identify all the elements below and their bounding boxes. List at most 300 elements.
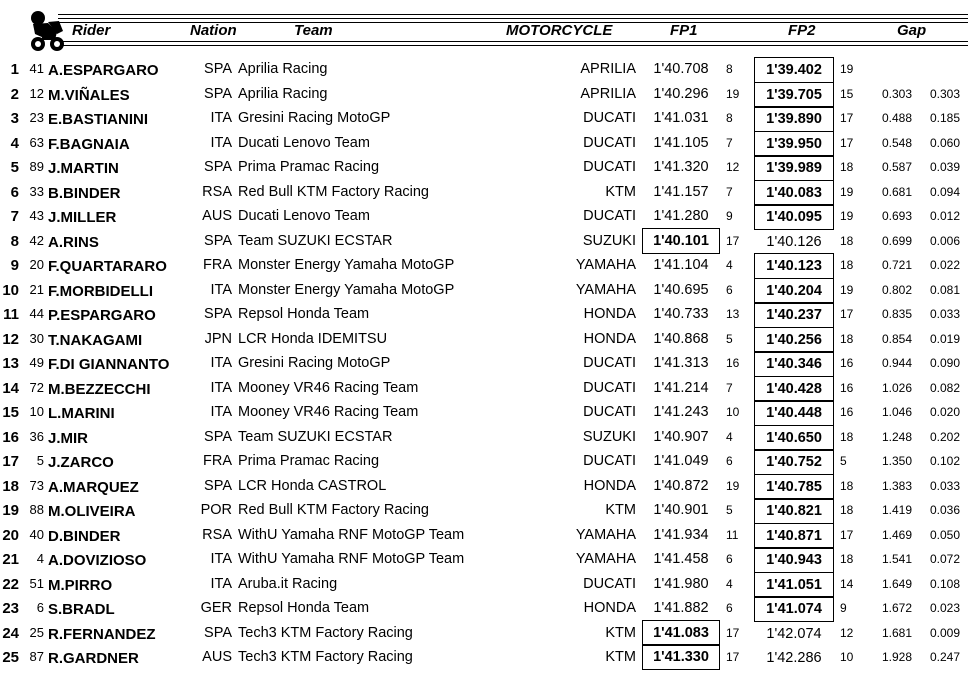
team-cell: Aprilia Racing xyxy=(238,61,328,77)
fp2-time-cell: 1'39.890 xyxy=(754,107,834,131)
rider-name-cell: M.VIÑALES xyxy=(48,86,130,104)
fp1-laps-cell: 19 xyxy=(726,478,740,493)
fp1-laps-cell: 4 xyxy=(726,258,733,272)
motorcycle-cell: YAMAHA xyxy=(575,526,636,543)
rider-name-cell: E.BASTIANINI xyxy=(48,111,149,128)
fp1-laps-cell: 12 xyxy=(726,160,740,174)
team-cell: Red Bull KTM Factory Racing xyxy=(238,183,429,200)
nation-cell: SPA xyxy=(204,428,232,445)
fp1-laps-cell: 6 xyxy=(726,552,733,566)
position-cell: 3 xyxy=(10,110,19,127)
gap-to-previous-cell: 0.060 xyxy=(929,135,960,150)
fp2-time-cell: 1'40.256 xyxy=(754,328,834,352)
gap-to-first-cell: 0.721 xyxy=(881,258,912,272)
nation-cell: ITA xyxy=(210,355,232,371)
position-cell: 1 xyxy=(10,61,19,78)
fp1-laps-cell: 17 xyxy=(726,625,740,640)
fp2-time-cell: 1'40.650 xyxy=(754,426,834,450)
fp1-time-cell: 1'41.031 xyxy=(653,110,709,126)
gap-to-previous-cell: 0.202 xyxy=(929,429,960,444)
nation-cell: ITA xyxy=(210,551,232,567)
fp1-laps-cell: 19 xyxy=(726,86,740,101)
bike-number-cell: 44 xyxy=(29,306,44,321)
fp2-laps-cell: 16 xyxy=(840,356,854,370)
motorcycle-cell: YAMAHA xyxy=(575,257,636,273)
rider-name-cell: T.NAKAGAMI xyxy=(48,331,143,349)
fp2-laps-cell: 16 xyxy=(840,405,854,419)
bike-number-cell: 30 xyxy=(29,330,44,346)
rider-name-cell: J.MILLER xyxy=(48,209,117,226)
rider-name-cell: D.BINDER xyxy=(48,527,121,545)
header-motorcycle: MOTORCYCLE xyxy=(506,22,613,39)
rider-name-cell: L.MARINI xyxy=(48,405,115,422)
nation-cell: SPA xyxy=(204,159,232,175)
rider-name-cell: A.MARQUEZ xyxy=(48,478,139,496)
nation-cell: RSA xyxy=(202,183,232,200)
fp1-time-cell: 1'40.296 xyxy=(653,85,709,102)
table-row xyxy=(0,376,972,400)
position-cell: 17 xyxy=(2,453,19,470)
fp2-laps-cell: 18 xyxy=(840,478,854,493)
fp1-time-cell: 1'40.695 xyxy=(653,281,709,298)
rider-name-cell: F.BAGNAIA xyxy=(48,135,130,153)
fp2-time-cell: 1'40.821 xyxy=(754,499,834,523)
rider-name-cell: M.OLIVEIRA xyxy=(48,503,136,520)
bike-number-cell: 10 xyxy=(29,404,44,419)
gap-to-previous-cell: 0.072 xyxy=(929,552,960,566)
nation-cell: ITA xyxy=(210,110,232,126)
gap-to-first-cell: 0.699 xyxy=(881,233,912,248)
fp2-laps-cell: 17 xyxy=(840,111,854,125)
table-row xyxy=(0,82,972,106)
rider-name-cell: A.RINS xyxy=(48,233,99,251)
fp2-time-cell: 1'40.448 xyxy=(754,401,834,425)
gap-to-previous-cell: 0.094 xyxy=(929,184,960,199)
team-cell: Monster Energy Yamaha MotoGP xyxy=(238,281,455,298)
rider-name-cell: A.DOVIZIOSO xyxy=(48,552,147,569)
bike-number-cell: 5 xyxy=(36,453,44,468)
fp1-laps-cell: 7 xyxy=(726,184,733,199)
rider-name-cell: P.ESPARGARO xyxy=(48,307,156,324)
header-nation: Nation xyxy=(190,22,237,39)
rider-name-cell: A.ESPARGARO xyxy=(48,62,159,79)
team-cell: Ducati Lenovo Team xyxy=(238,134,370,151)
rider-name-cell: F.DI GIANNANTO xyxy=(48,356,170,373)
fp2-laps-cell: 17 xyxy=(840,307,854,321)
fp1-time-cell: 1'41.980 xyxy=(653,575,709,592)
gap-to-first-cell: 1.672 xyxy=(881,601,912,615)
fp2-laps-cell: 19 xyxy=(840,184,854,199)
team-cell: Gresini Racing MotoGP xyxy=(238,355,391,371)
motorcycle-cell: DUCATI xyxy=(583,453,636,469)
fp2-time-cell: 1'40.083 xyxy=(754,181,834,205)
team-cell: Tech3 KTM Factory Racing xyxy=(238,624,413,641)
bike-number-cell: 72 xyxy=(29,379,44,395)
motorcycle-cell: DUCATI xyxy=(583,159,636,175)
team-cell: Prima Pramac Racing xyxy=(238,159,380,175)
bike-number-cell: 87 xyxy=(29,649,44,664)
table-row xyxy=(0,302,972,326)
fp2-time-cell: 1'40.943 xyxy=(754,548,834,572)
fp2-time-cell: 1'40.428 xyxy=(754,377,834,401)
fp2-laps-cell: 18 xyxy=(840,429,854,444)
fp1-time-cell: 1'40.708 xyxy=(653,61,709,77)
fp2-time-cell: 1'42.074 xyxy=(766,625,822,642)
fp1-laps-cell: 17 xyxy=(726,650,740,664)
fp2-time-cell: 1'39.705 xyxy=(754,83,834,107)
nation-cell: JPN xyxy=(204,330,232,347)
header-rider: Rider xyxy=(72,22,111,39)
nation-cell: RSA xyxy=(202,526,232,543)
position-cell: 2 xyxy=(10,85,19,103)
fp1-time-cell: 1'40.907 xyxy=(653,428,709,445)
position-cell: 11 xyxy=(3,306,19,323)
motorcycle-cell: HONDA xyxy=(583,477,636,494)
gap-to-first-cell: 0.693 xyxy=(881,209,912,223)
gap-to-previous-cell: 0.023 xyxy=(929,601,960,615)
bike-number-cell: 51 xyxy=(29,575,44,591)
table-row xyxy=(0,180,972,204)
position-cell: 8 xyxy=(10,232,19,250)
gap-to-first-cell: 1.026 xyxy=(881,380,912,395)
bike-number-cell: 21 xyxy=(29,281,44,297)
gap-to-previous-cell: 0.081 xyxy=(929,282,960,297)
fp1-laps-cell: 4 xyxy=(726,429,733,444)
team-cell: Team SUZUKI ECSTAR xyxy=(238,428,393,445)
fp2-time-cell: 1'40.752 xyxy=(754,450,834,474)
fp1-time-cell: 1'41.280 xyxy=(653,208,709,224)
position-cell: 23 xyxy=(2,600,19,617)
table-row xyxy=(0,131,972,155)
nation-cell: ITA xyxy=(210,281,232,298)
nation-cell: SPA xyxy=(204,624,232,641)
motorcycle-cell: HONDA xyxy=(583,600,636,616)
bike-number-cell: 33 xyxy=(29,183,44,199)
nation-cell: FRA xyxy=(203,453,232,469)
motorcycle-rider-icon xyxy=(26,9,66,53)
team-cell: Team SUZUKI ECSTAR xyxy=(238,232,393,249)
gap-to-first-cell: 0.548 xyxy=(881,135,912,150)
motorcycle-cell: DUCATI xyxy=(583,575,636,592)
motorcycle-cell: KTM xyxy=(605,649,636,665)
gap-to-previous-cell: 0.090 xyxy=(929,356,960,370)
fp2-time-cell: 1'40.785 xyxy=(754,475,834,499)
position-cell: 19 xyxy=(2,502,19,519)
rider-name-cell: B.BINDER xyxy=(48,184,121,202)
fp2-laps-cell: 16 xyxy=(840,380,854,395)
position-cell: 10 xyxy=(2,281,19,299)
rider-name-cell: R.FERNANDEZ xyxy=(48,625,156,643)
table-row xyxy=(0,523,972,547)
team-cell: Repsol Honda Team xyxy=(238,600,370,616)
position-cell: 25 xyxy=(2,649,19,666)
motorcycle-cell: YAMAHA xyxy=(575,551,636,567)
position-cell: 16 xyxy=(2,428,19,446)
table-row xyxy=(0,57,972,81)
fp2-time-cell: 1'40.126 xyxy=(766,233,822,250)
gap-to-previous-cell: 0.012 xyxy=(929,209,960,223)
gap-to-previous-cell: 0.102 xyxy=(929,454,960,468)
bike-number-cell: 4 xyxy=(36,551,44,566)
gap-to-first-cell: 0.835 xyxy=(881,307,912,321)
gap-to-previous-cell: 0.247 xyxy=(929,650,960,664)
rider-name-cell: J.MARTIN xyxy=(48,160,119,177)
nation-cell: ITA xyxy=(210,379,232,396)
fp1-time-cell: 1'40.868 xyxy=(653,330,709,347)
gap-to-first-cell: 0.681 xyxy=(881,184,912,199)
team-cell: Aruba.it Racing xyxy=(238,575,338,592)
position-cell: 21 xyxy=(2,551,19,568)
fp2-laps-cell: 18 xyxy=(840,331,854,346)
fp1-laps-cell: 8 xyxy=(726,111,733,125)
bike-number-cell: 25 xyxy=(29,624,44,640)
fp1-time-cell: 1'41.049 xyxy=(653,453,709,469)
fp1-laps-cell: 6 xyxy=(726,454,733,468)
gap-to-previous-cell: 0.022 xyxy=(929,258,960,272)
nation-cell: FRA xyxy=(203,257,232,273)
bike-number-cell: 20 xyxy=(29,257,44,272)
fp2-laps-cell: 12 xyxy=(840,625,854,640)
gap-to-previous-cell: 0.185 xyxy=(929,111,960,125)
fp2-laps-cell: 17 xyxy=(840,527,854,542)
fp1-laps-cell: 6 xyxy=(726,282,733,297)
gap-to-first-cell: 0.587 xyxy=(881,160,912,174)
gap-to-previous-cell: 0.303 xyxy=(929,86,960,101)
table-row xyxy=(0,351,972,375)
fp1-time-cell: 1'41.320 xyxy=(653,159,709,175)
motorcycle-cell: KTM xyxy=(605,502,636,518)
bike-number-cell: 41 xyxy=(29,61,44,76)
motorcycle-cell: DUCATI xyxy=(583,110,636,126)
fp2-time-cell: 1'40.123 xyxy=(754,254,834,278)
fp1-laps-cell: 16 xyxy=(726,356,740,370)
fp2-time-cell: 1'39.402 xyxy=(754,58,834,82)
nation-cell: ITA xyxy=(210,575,232,592)
fp2-time-cell: 1'42.286 xyxy=(766,650,822,666)
gap-to-first-cell: 1.928 xyxy=(881,650,912,664)
motorcycle-cell: DUCATI xyxy=(583,134,636,151)
motorcycle-cell: SUZUKI xyxy=(582,428,636,445)
table-row xyxy=(0,474,972,498)
motorcycle-cell: DUCATI xyxy=(583,355,636,371)
motorcycle-cell: HONDA xyxy=(583,330,636,347)
fp2-laps-cell: 5 xyxy=(840,454,847,468)
table-row xyxy=(0,278,972,302)
team-cell: Aprilia Racing xyxy=(238,85,328,102)
motorcycle-cell: YAMAHA xyxy=(575,281,636,298)
gap-to-first-cell: 1.649 xyxy=(881,576,912,591)
gap-to-previous-cell: 0.036 xyxy=(929,503,960,517)
rider-name-cell: F.QUARTARARO xyxy=(48,258,167,275)
rider-name-cell: J.ZARCO xyxy=(48,454,114,471)
table-row xyxy=(0,449,972,473)
gap-to-previous-cell: 0.009 xyxy=(929,625,960,640)
table-row xyxy=(0,327,972,351)
table-row xyxy=(0,253,972,277)
fp1-time-cell: 1'41.330 xyxy=(642,645,720,669)
position-cell: 6 xyxy=(10,183,19,201)
fp2-laps-cell: 9 xyxy=(840,601,847,615)
fp2-laps-cell: 19 xyxy=(840,62,854,76)
fp2-laps-cell: 15 xyxy=(840,86,854,101)
fp2-time-cell: 1'41.074 xyxy=(754,597,834,621)
table-row xyxy=(0,596,972,620)
position-cell: 5 xyxy=(10,159,19,176)
bike-number-cell: 23 xyxy=(29,110,44,125)
fp2-time-cell: 1'41.051 xyxy=(754,573,834,597)
nation-cell: GER xyxy=(200,600,232,616)
rider-name-cell: M.PIRRO xyxy=(48,576,113,594)
header-team: Team xyxy=(294,22,333,39)
fp1-time-cell: 1'40.101 xyxy=(642,229,720,253)
fp1-time-cell: 1'40.901 xyxy=(653,502,709,518)
table-row xyxy=(0,229,972,253)
fp1-time-cell: 1'40.733 xyxy=(653,306,709,322)
table-row xyxy=(0,106,972,130)
fp1-laps-cell: 11 xyxy=(726,527,739,542)
gap-to-first-cell: 0.802 xyxy=(881,282,912,297)
nation-cell: SPA xyxy=(204,306,232,322)
nation-cell: SPA xyxy=(204,85,232,102)
fp1-laps-cell: 17 xyxy=(726,233,740,248)
position-cell: 18 xyxy=(2,477,19,495)
fp1-laps-cell: 5 xyxy=(726,331,733,346)
nation-cell: AUS xyxy=(202,649,232,665)
table-row xyxy=(0,425,972,449)
bike-number-cell: 12 xyxy=(29,85,44,101)
position-cell: 12 xyxy=(2,330,19,348)
rider-name-cell: J.MIR xyxy=(48,429,89,447)
bike-number-cell: 43 xyxy=(29,208,44,223)
gap-to-previous-cell: 0.108 xyxy=(929,576,960,591)
motorcycle-cell: KTM xyxy=(605,183,636,200)
bike-number-cell: 42 xyxy=(29,232,44,248)
bike-number-cell: 89 xyxy=(29,159,44,174)
gap-to-first-cell: 0.944 xyxy=(881,356,912,370)
motorcycle-cell: APRILIA xyxy=(580,85,636,102)
fp1-time-cell: 1'41.458 xyxy=(653,551,709,567)
position-cell: 15 xyxy=(2,404,19,421)
fp1-time-cell: 1'41.934 xyxy=(653,526,709,543)
rider-name-cell: S.BRADL xyxy=(48,601,115,618)
motorcycle-cell: HONDA xyxy=(583,306,636,322)
fp1-laps-cell: 7 xyxy=(726,135,733,150)
gap-to-first-cell: 1.383 xyxy=(881,478,912,493)
header-fp2: FP2 xyxy=(788,22,816,39)
gap-to-previous-cell: 0.020 xyxy=(929,405,960,419)
nation-cell: AUS xyxy=(202,208,232,224)
fp1-laps-cell: 10 xyxy=(726,405,740,419)
fp1-time-cell: 1'41.105 xyxy=(653,134,709,151)
fp2-time-cell: 1'39.989 xyxy=(754,156,834,180)
gap-to-previous-cell: 0.033 xyxy=(929,478,960,493)
table-row xyxy=(0,572,972,596)
fp2-laps-cell: 18 xyxy=(840,233,854,248)
team-cell: Mooney VR46 Racing Team xyxy=(238,379,419,396)
fp2-laps-cell: 18 xyxy=(840,160,854,174)
position-cell: 22 xyxy=(2,575,19,593)
nation-cell: ITA xyxy=(210,404,232,420)
table-row xyxy=(0,547,972,571)
fp1-laps-cell: 4 xyxy=(726,576,733,591)
fp1-laps-cell: 9 xyxy=(726,209,733,223)
fp1-time-cell: 1'41.882 xyxy=(653,600,709,616)
gap-to-first-cell: 1.046 xyxy=(881,405,912,419)
gap-to-first-cell: 0.488 xyxy=(881,111,912,125)
bike-number-cell: 63 xyxy=(29,134,44,150)
gap-to-previous-cell: 0.033 xyxy=(929,307,960,321)
fp1-laps-cell: 5 xyxy=(726,503,733,517)
gap-to-previous-cell: 0.019 xyxy=(929,331,960,346)
gap-to-first-cell: 0.303 xyxy=(881,86,912,101)
fp1-time-cell: 1'41.313 xyxy=(653,355,709,371)
fp1-laps-cell: 7 xyxy=(726,380,733,395)
nation-cell: SPA xyxy=(204,61,232,77)
fp2-laps-cell: 10 xyxy=(840,650,854,664)
fp2-laps-cell: 18 xyxy=(840,552,854,566)
fp2-time-cell: 1'40.237 xyxy=(754,303,834,327)
nation-cell: SPA xyxy=(204,477,232,494)
team-cell: Repsol Honda Team xyxy=(238,306,370,322)
gap-to-first-cell: 1.681 xyxy=(881,625,912,640)
table-row xyxy=(0,621,972,645)
gap-to-previous-cell: 0.082 xyxy=(929,380,960,395)
bike-number-cell: 49 xyxy=(29,355,44,370)
fp2-time-cell: 1'40.871 xyxy=(754,524,834,548)
position-cell: 4 xyxy=(10,134,19,152)
fp1-time-cell: 1'40.872 xyxy=(653,477,709,494)
rider-name-cell: M.BEZZECCHI xyxy=(48,380,151,398)
motorcycle-cell: DUCATI xyxy=(583,404,636,420)
bike-number-cell: 6 xyxy=(36,600,44,615)
team-cell: Ducati Lenovo Team xyxy=(238,208,370,224)
gap-to-previous-cell: 0.050 xyxy=(929,527,960,542)
motorcycle-cell: KTM xyxy=(605,624,636,641)
bike-number-cell: 36 xyxy=(29,428,44,444)
motorcycle-cell: DUCATI xyxy=(583,208,636,224)
position-cell: 9 xyxy=(10,257,19,274)
table-row xyxy=(0,204,972,228)
nation-cell: POR xyxy=(200,502,232,518)
table-row xyxy=(0,645,972,669)
gap-to-previous-cell: 0.006 xyxy=(929,233,960,248)
team-cell: Tech3 KTM Factory Racing xyxy=(238,649,413,665)
fp1-time-cell: 1'41.214 xyxy=(653,379,709,396)
position-cell: 24 xyxy=(2,624,19,642)
fp2-laps-cell: 18 xyxy=(840,503,854,517)
gap-to-previous-cell: 0.039 xyxy=(929,160,960,174)
position-cell: 14 xyxy=(2,379,19,397)
position-cell: 13 xyxy=(2,355,19,372)
fp1-time-cell: 1'41.157 xyxy=(653,183,709,200)
fp2-time-cell: 1'40.095 xyxy=(754,205,834,229)
team-cell: Monster Energy Yamaha MotoGP xyxy=(238,257,455,273)
rider-name-cell: R.GARDNER xyxy=(48,650,139,667)
gap-to-first-cell: 1.469 xyxy=(881,527,912,542)
team-cell: LCR Honda IDEMITSU xyxy=(238,330,388,347)
header-fp1: FP1 xyxy=(670,22,698,39)
table-row xyxy=(0,400,972,424)
fp2-laps-cell: 19 xyxy=(840,209,854,223)
fp1-time-cell: 1'41.083 xyxy=(642,621,720,645)
bike-number-cell: 73 xyxy=(29,477,44,493)
motorcycle-cell: DUCATI xyxy=(583,379,636,396)
nation-cell: SPA xyxy=(204,232,232,249)
fp1-laps-cell: 13 xyxy=(726,307,740,321)
fp1-time-cell: 1'41.104 xyxy=(653,257,709,273)
bike-number-cell: 40 xyxy=(29,526,44,542)
fp1-time-cell: 1'41.243 xyxy=(653,404,709,420)
